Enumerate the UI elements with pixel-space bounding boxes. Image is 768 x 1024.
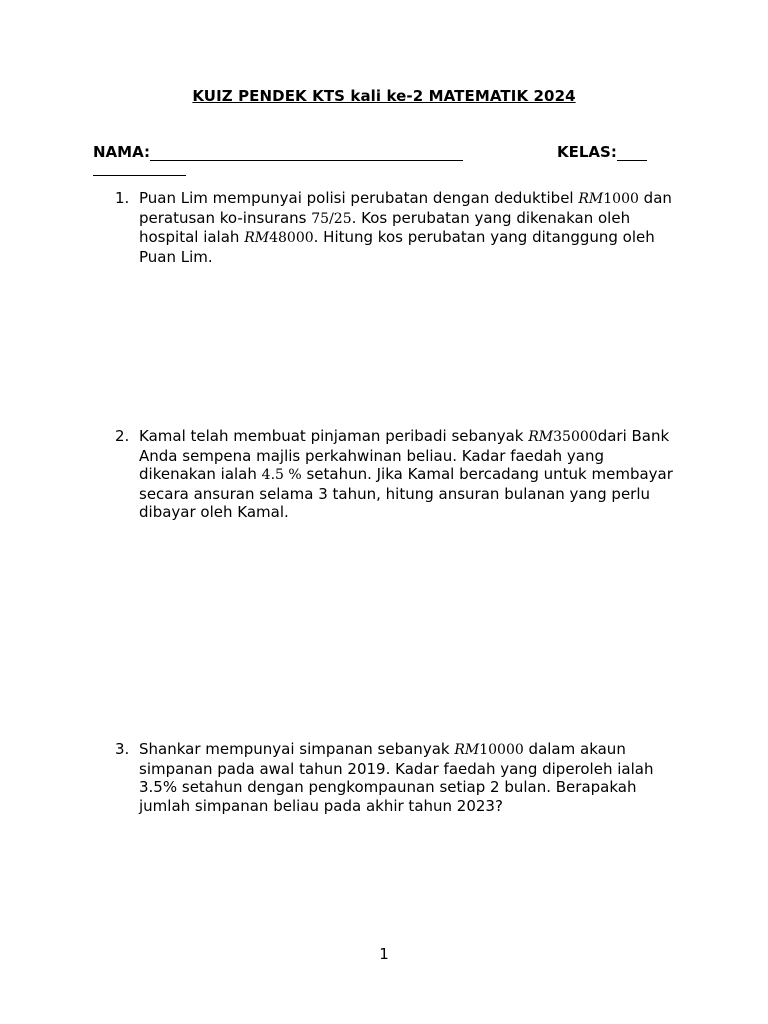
question-number: 2. <box>115 427 130 445</box>
question-text: Shankar mempunyai simpanan sebanyak RM10000 dalam akaun simpanan pada awal tahun 2019. Kadar faedah yang diperoleh ialah 3.5% setahun dengan pengkompaunan setiap 2 bulan. Berapakah jumlah simpanan beliau pada akhir tahun 2023? <box>139 740 654 815</box>
name-label: NAMA: <box>93 143 150 161</box>
math-value: 35000 <box>553 429 598 445</box>
question-2 <box>115 427 675 522</box>
class-row <box>557 143 647 161</box>
name-blank-line <box>150 146 463 161</box>
currency-symbol: RM <box>454 742 480 758</box>
class-label: KELAS: <box>557 143 617 161</box>
question-text: Puan Lim mempunyai polisi perubatan dengan deduktibel RM1000 dan peratusan ko-insurans 75/25. Kos perubatan yang dikenakan oleh hospital ialah RM48000. Hitung kos perubatan yang ditanggung oleh Puan Lim. <box>139 189 672 266</box>
class-blank-line-continued <box>93 175 186 176</box>
name-row <box>93 143 463 161</box>
question-number: 3. <box>115 740 130 758</box>
currency-symbol: RM <box>528 429 554 445</box>
currency-symbol: RM <box>244 230 270 247</box>
question-3 <box>115 740 675 815</box>
document-title: KUIZ PENDEK KTS kali ke-2 MATEMATIK 2024 <box>192 87 576 105</box>
math-value: 4.5 % <box>261 467 302 484</box>
currency-symbol: RM <box>578 191 604 207</box>
question-text: Kamal telah membuat pinjaman peribadi sebanyak RM35000dari Bank Anda sempena majlis perkahwinan beliau. Kadar faedah yang dikenakan ialah 4.5 % setahun. Jika Kamal bercadang untuk membayar secara ansuran selama 3 tahun, hitung ansuran bulanan yang perlu dibayar oleh Kamal. <box>139 427 673 522</box>
math-value: 1000 <box>603 191 639 207</box>
page-number: 1 <box>379 945 389 963</box>
class-blank-line <box>617 146 647 161</box>
question-1 <box>115 189 675 266</box>
math-value: 48000 <box>269 230 314 247</box>
math-value: 10000 <box>479 742 524 758</box>
math-value: 75/25 <box>311 210 352 227</box>
question-number: 1. <box>115 189 130 207</box>
